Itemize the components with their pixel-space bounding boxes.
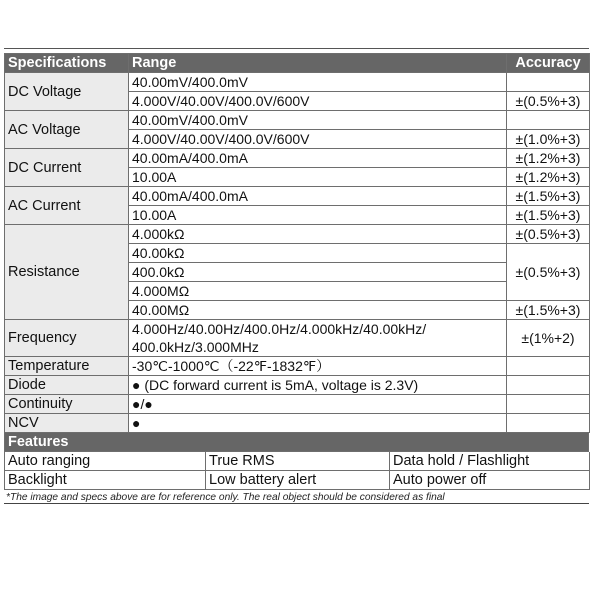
- table-row: [5, 357, 590, 376]
- range-cell: 4.000MΩ: [129, 282, 507, 301]
- range-cell: 4.000V/40.00V/400.0V/600V: [129, 92, 507, 111]
- range-cell: -30℃-1000℃（-22℉-1832℉）: [129, 357, 507, 376]
- range-cell: 10.00A: [129, 168, 507, 187]
- top-rule: [4, 48, 589, 49]
- feature-item: Auto ranging: [5, 452, 206, 471]
- range-cell: 40.00mA/400.0mA: [129, 149, 507, 168]
- spec-table: [4, 53, 590, 433]
- range-cell: 40.00MΩ: [129, 301, 507, 320]
- feature-item: Data hold / Flashlight: [390, 452, 590, 471]
- feature-item: Backlight: [5, 471, 206, 490]
- accuracy-cell: ±(1.2%+3): [507, 149, 590, 168]
- table-row: [5, 414, 590, 433]
- table-row: [5, 376, 590, 395]
- table-row: [5, 471, 590, 490]
- accuracy-cell: ±(1.2%+3): [507, 168, 590, 187]
- feature-item: Low battery alert: [206, 471, 390, 490]
- spec-label: Diode: [5, 376, 129, 395]
- spec-label: DC Current: [5, 149, 129, 187]
- accuracy-cell: [507, 395, 590, 414]
- table-row: [5, 149, 590, 168]
- accuracy-cell: ±(1%+2): [507, 320, 590, 357]
- accuracy-cell: ±(0.5%+3): [507, 92, 590, 111]
- range-cell: ● (DC forward current is 5mA, voltage is 2.3V): [129, 376, 507, 395]
- range-cell: 10.00A: [129, 206, 507, 225]
- spec-label: Resistance: [5, 225, 129, 320]
- accuracy-cell: [507, 376, 590, 395]
- accuracy-cell: ±(0.5%+3): [507, 225, 590, 244]
- feature-item: True RMS: [206, 452, 390, 471]
- table-row: [5, 452, 590, 471]
- spec-label: Temperature: [5, 357, 129, 376]
- table-row: [5, 111, 590, 130]
- accuracy-cell: ±(1.5%+3): [507, 187, 590, 206]
- header-row: [5, 54, 590, 73]
- range-cell: 400.0kΩ: [129, 263, 507, 282]
- accuracy-cell: ±(1.5%+3): [507, 206, 590, 225]
- range-cell: ●/●: [129, 395, 507, 414]
- range-cell: 40.00mV/400.0mV: [129, 111, 507, 130]
- range-cell: 4.000kΩ: [129, 225, 507, 244]
- disclaimer-note: *The image and specs above are for reference only. The real object should be considered as final: [4, 490, 589, 504]
- table-row: [5, 395, 590, 414]
- header-accuracy: Accuracy: [507, 54, 590, 73]
- header-range: Range: [129, 54, 507, 73]
- spec-label: NCV: [5, 414, 129, 433]
- table-row: [5, 73, 590, 92]
- spec-label: Continuity: [5, 395, 129, 414]
- header-specifications: Specifications: [5, 54, 129, 73]
- table-row: [5, 187, 590, 206]
- spec-label: AC Voltage: [5, 111, 129, 149]
- accuracy-cell: ±(1.0%+3): [507, 130, 590, 149]
- range-cell: 40.00kΩ: [129, 244, 507, 263]
- accuracy-cell: ±(1.5%+3): [507, 301, 590, 320]
- spec-label: AC Current: [5, 187, 129, 225]
- range-cell: 40.00mV/400.0mV: [129, 73, 507, 92]
- accuracy-cell: [507, 73, 590, 92]
- range-cell: 4.000Hz/40.00Hz/400.0Hz/4.000kHz/40.00kHz/: [129, 320, 507, 339]
- range-cell: 400.0kHz/3.000MHz: [129, 338, 507, 357]
- accuracy-cell: [507, 357, 590, 376]
- spec-label: Frequency: [5, 320, 129, 357]
- accuracy-cell: [507, 111, 590, 130]
- table-row: [5, 320, 590, 339]
- features-table: [4, 452, 590, 490]
- features-heading: Features: [4, 433, 589, 452]
- range-cell: 4.000V/40.00V/400.0V/600V: [129, 130, 507, 149]
- table-row: [5, 225, 590, 244]
- accuracy-cell: ±(0.5%+3): [507, 244, 590, 301]
- accuracy-cell: [507, 414, 590, 433]
- range-cell: 40.00mA/400.0mA: [129, 187, 507, 206]
- spec-sheet: [4, 53, 589, 504]
- spec-label: DC Voltage: [5, 73, 129, 111]
- feature-item: Auto power off: [390, 471, 590, 490]
- range-cell: ●: [129, 414, 507, 433]
